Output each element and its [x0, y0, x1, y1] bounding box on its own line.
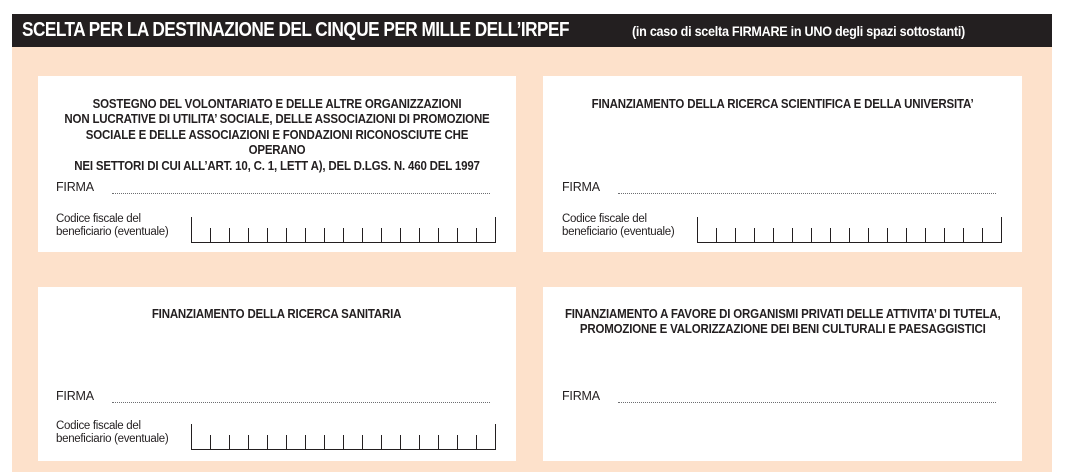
cf-digit-separator [210, 228, 211, 242]
box-beni-culturali [543, 287, 1022, 461]
cf-digit-separator [305, 228, 306, 242]
firma-label: FIRMA [562, 180, 600, 194]
box-title-text: FINANZIAMENTO DELLA RICERCA SANITARIA [152, 306, 402, 321]
cf-digit-separator [868, 228, 869, 242]
cf-digit-separator [191, 217, 192, 242]
cf-digit-separator [229, 435, 230, 449]
box-title-text: FINANZIAMENTO A FAVORE DI ORGANISMI PRIVATI DELLE ATTIVITA’ DI TUTELA, PROMOZIONE E VALORIZZAZIONE DEI BENI CULTURALI E PAESAGGISTICI [564, 306, 1001, 336]
codice-fiscale-input[interactable] [191, 217, 496, 243]
cf-digit-separator [267, 228, 268, 242]
cf-digit-separator [381, 435, 382, 449]
codice-fiscale-label: Codice fiscale del beneficiario (eventuale) [56, 213, 169, 238]
cf-digit-separator [735, 228, 736, 242]
box-title [38, 291, 516, 322]
cf-digit-separator [944, 228, 945, 242]
cf-digit-separator [362, 228, 363, 242]
codice-fiscale-input[interactable] [191, 424, 496, 450]
box-ricerca-sanitaria [38, 287, 516, 461]
firma-signature-line[interactable] [618, 402, 996, 403]
cf-digit-separator [286, 228, 287, 242]
cf-digit-separator [343, 435, 344, 449]
cf-digit-separator [419, 228, 420, 242]
cf-digit-separator [830, 228, 831, 242]
cf-digit-separator [754, 228, 755, 242]
choice-panel [12, 47, 1052, 472]
cf-digit-separator [438, 435, 439, 449]
cf-digit-separator [381, 228, 382, 242]
cf-digit-separator [248, 435, 249, 449]
cf-digit-separator [716, 228, 717, 242]
firma-label: FIRMA [562, 389, 600, 403]
box-title-text: SOSTEGNO DEL VOLONTARIATO E DELLE ALTRE ORGANIZZAZIONI NON LUCRATIVE DI UTILITA’ SOCIALE, DELLE ASSOCIAZIONI DI PROMOZIONE SOCIALE E DELLE ASSOCIAZIONI E FONDAZIONI RICONOSCIUTE CHE OPERANO NEI SETTORI DI CUI ALL’ART. 10, C. 1, LETT A), DEL D.LGS. N. 460 DEL 1997 [64, 96, 490, 173]
cf-digit-separator [697, 217, 698, 242]
cf-digit-separator [495, 217, 496, 242]
cf-digit-separator [906, 228, 907, 242]
cf-digit-separator [811, 228, 812, 242]
cf-digit-separator [982, 228, 983, 242]
codice-fiscale-label: Codice fiscale del beneficiario (eventuale) [56, 420, 169, 445]
form-title: SCELTA PER LA DESTINAZIONE DEL CINQUE PER MILLE DELL’IRPEF [22, 19, 569, 41]
cf-digit-separator [1001, 217, 1002, 242]
cf-digit-separator [210, 435, 211, 449]
firma-signature-line[interactable] [112, 193, 490, 194]
cf-digit-separator [324, 435, 325, 449]
box-title [543, 291, 1022, 338]
cf-digit-separator [400, 435, 401, 449]
cf-digit-separator [229, 228, 230, 242]
cf-digit-separator [792, 228, 793, 242]
cf-digit-separator [248, 228, 249, 242]
cf-digit-separator [362, 435, 363, 449]
codice-fiscale-input[interactable] [697, 217, 1002, 243]
cf-digit-separator [438, 228, 439, 242]
cf-digit-separator [267, 435, 268, 449]
cf-digit-separator [324, 228, 325, 242]
cf-digit-separator [963, 228, 964, 242]
box-title [38, 81, 516, 174]
firma-signature-line[interactable] [112, 402, 490, 403]
cf-digit-separator [457, 228, 458, 242]
cf-digit-separator [925, 228, 926, 242]
firma-signature-line[interactable] [618, 193, 996, 194]
box-title-text: FINANZIAMENTO DELLA RICERCA SCIENTIFICA E DELLA UNIVERSITA’ [591, 96, 974, 111]
cf-digit-separator [305, 435, 306, 449]
cf-digit-separator [419, 435, 420, 449]
form-header [12, 14, 1052, 47]
cf-digit-separator [887, 228, 888, 242]
codice-fiscale-label: Codice fiscale del beneficiario (eventuale) [562, 213, 675, 238]
cf-digit-separator [476, 228, 477, 242]
box-ricerca-scientifica [543, 76, 1022, 252]
cf-digit-separator [457, 435, 458, 449]
cf-digit-separator [343, 228, 344, 242]
cf-digit-separator [286, 435, 287, 449]
cf-digit-separator [191, 424, 192, 449]
cf-digit-separator [773, 228, 774, 242]
box-title [543, 81, 1022, 112]
cf-digit-separator [400, 228, 401, 242]
firma-label: FIRMA [56, 389, 94, 403]
cf-digit-separator [849, 228, 850, 242]
form-instruction-note: (in caso di scelta FIRMARE in UNO degli spazi sottostanti) [632, 23, 965, 39]
cf-digit-separator [476, 435, 477, 449]
cf-digit-separator [495, 424, 496, 449]
box-volontariato [38, 76, 516, 252]
firma-label: FIRMA [56, 180, 94, 194]
